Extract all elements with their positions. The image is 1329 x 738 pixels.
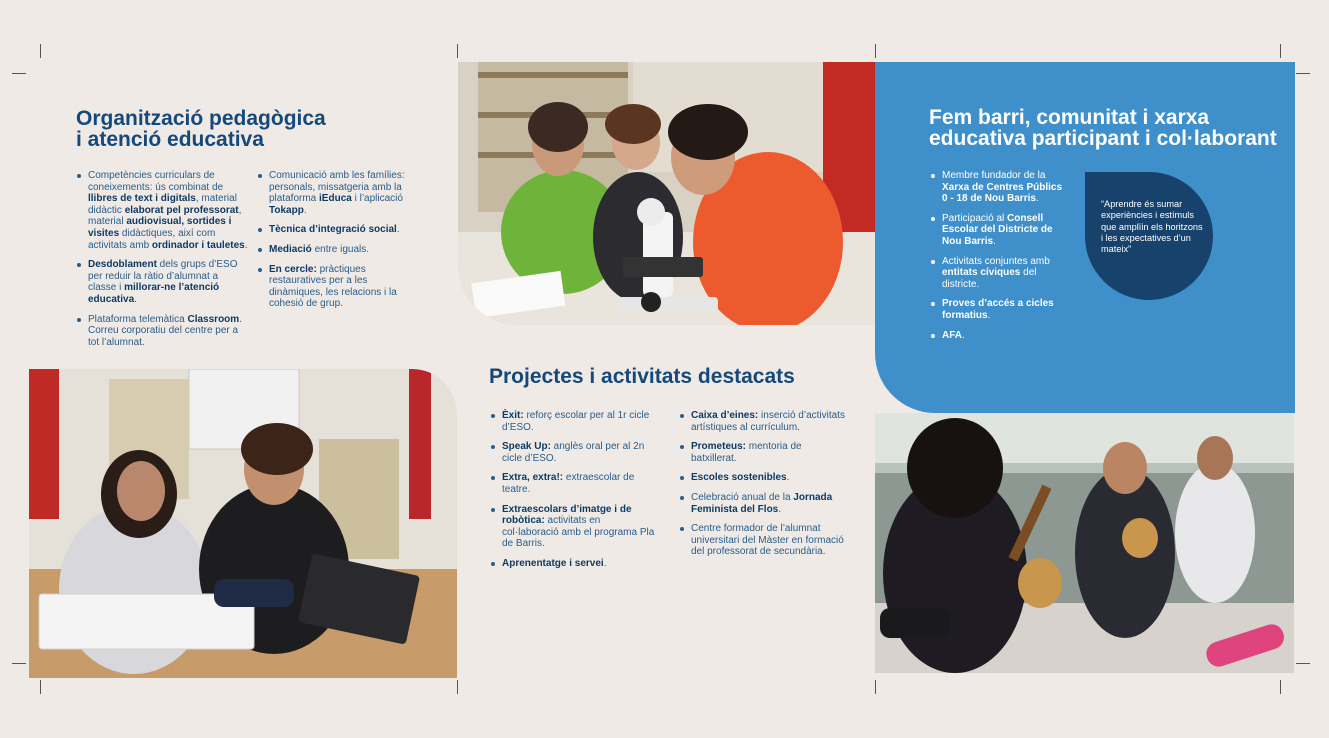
organitzacio-list-col1: [76, 170, 248, 356]
title-line: educativa participant i col·laborant: [929, 127, 1277, 150]
bold-text: Prometeus:: [691, 441, 747, 453]
students-laptop-photo: [29, 369, 457, 678]
list-item: [490, 558, 655, 570]
list-item: [930, 170, 1070, 205]
bold-text: elaborat pel professorat: [124, 204, 239, 216]
bold-text: Tokapp: [269, 204, 304, 216]
list-item: [930, 330, 1070, 342]
list-item: [679, 441, 849, 464]
crop-mark: [1280, 680, 1281, 694]
bold-text: iEduca: [319, 193, 352, 205]
text: pràctiques restauratives per a les dinàmiques, les relacions i la cohesió de grup.: [269, 263, 397, 310]
crop-mark: [12, 663, 26, 664]
bold-text: Caixa d’eines:: [691, 410, 759, 421]
bold-text: Èxit:: [502, 410, 524, 421]
bold-text: millorar-ne l’atenció educativa: [88, 282, 220, 305]
list-item: [76, 314, 248, 349]
list-item: [490, 504, 655, 550]
text: .: [786, 472, 790, 484]
text: .: [244, 239, 248, 251]
bold-text: Mediació: [269, 243, 312, 255]
bold-text: entitats cíviques: [942, 267, 1021, 279]
bold-text: En cercle:: [269, 263, 317, 275]
list-item: [930, 298, 1070, 321]
text: Membre fundador de la: [942, 170, 1046, 181]
bold-text: Proves d’accés a cicles formatius: [942, 298, 1054, 321]
quote-text: “Aprendre és sumar experiències i estímuls que amplïin els horitzons i les expectatives d’un mateix”: [1101, 199, 1203, 255]
ukulele-class-photo: [875, 413, 1294, 673]
bold-text: Escoles sostenibles: [691, 472, 787, 484]
list-item: [76, 259, 248, 305]
community-list: [930, 170, 1070, 349]
crop-mark: [40, 44, 41, 58]
bold-text: Desdoblament: [88, 259, 157, 271]
list-item: [490, 441, 655, 464]
organitzacio-list-col2: [257, 170, 423, 318]
text: extraescolar de teatre.: [502, 472, 635, 495]
section-title-projectes: [489, 366, 795, 387]
text: .: [603, 557, 607, 569]
list-item: [490, 472, 655, 495]
crop-mark: [457, 680, 458, 694]
title-line: Projectes i activitats destacats: [489, 365, 795, 388]
bold-text: Classroom: [187, 313, 240, 325]
list-item: [679, 523, 849, 558]
section-title-fem-barri: [929, 107, 1277, 149]
list-item: [490, 410, 655, 433]
crop-mark: [40, 680, 41, 694]
list-item: [257, 244, 423, 256]
list-item: [679, 472, 849, 484]
bold-text: Aprenentatge i servei: [502, 557, 604, 569]
text: anglès oral per al 2n cicle d’ESO.: [502, 441, 645, 464]
crop-mark: [457, 44, 458, 58]
bold-text: Extra, extra!:: [502, 472, 564, 484]
crop-mark: [1280, 44, 1281, 58]
title-line: Fem barri, comunitat i xarxa: [929, 106, 1210, 129]
bold-text: AFA: [942, 329, 962, 341]
text: .: [993, 235, 996, 247]
text: . Correu corporatiu del centre per a tot l’alumnat.: [88, 313, 242, 348]
text: dels grups d’ESO per reduir la ràtio d’alumnat a classe i: [88, 259, 238, 294]
bold-text: ordinador i tauletes: [151, 239, 245, 251]
crop-mark: [875, 680, 876, 694]
microscope-class-photo: [458, 62, 875, 325]
text: .: [962, 329, 965, 341]
bold-text: Consell Escolar del Districte de Nou Barris: [942, 212, 1053, 247]
text: .: [303, 204, 307, 216]
bold-text: Tècnica d’integració social: [269, 224, 397, 236]
list-item: [257, 170, 423, 216]
list-item: [257, 224, 423, 236]
crop-mark: [875, 44, 876, 58]
text: Celebració anual de la: [691, 491, 794, 503]
bold-text: Xarxa de Centres Públics 0 - 18 de Nou Barris: [942, 181, 1063, 205]
text: .: [987, 309, 991, 321]
text: Competències curriculars de coneixements: ús combinat de: [88, 170, 224, 193]
text: activitats en col·laboració amb el programa Pla de Barris.: [502, 515, 655, 550]
bold-text: Jornada Feminista del Flos: [691, 491, 833, 515]
bold-text: llibres de text i digitals: [88, 193, 196, 205]
list-item: [930, 213, 1070, 248]
text: i l’aplicació: [351, 193, 403, 205]
bold-text: Speak Up:: [502, 441, 551, 453]
crop-mark: [12, 73, 26, 74]
text: didàctiques, així com activitats amb: [88, 227, 216, 251]
text: .: [134, 293, 137, 305]
text: del districte.: [942, 267, 1037, 290]
projectes-list-col2: [679, 410, 849, 566]
text: , material: [88, 204, 242, 228]
title-line: Organització pedagògica: [76, 107, 326, 130]
text: inserció d’activitats artístiques al currículum.: [691, 410, 845, 433]
bold-text: audiovisual, sortides i visites: [88, 216, 232, 239]
projectes-list-col1: [490, 410, 655, 578]
section-title-organitzacio: [76, 108, 326, 150]
text: Activitats conjuntes amb: [942, 255, 1050, 267]
list-item: [257, 264, 423, 310]
text: .: [1035, 193, 1039, 205]
text: Centre formador de l’alumnat universitari del Màster en formació del professorat de secundària.: [691, 523, 844, 558]
list-item: [76, 170, 248, 251]
bold-text: Extraescolars d’imatge i de robòtica:: [502, 503, 632, 527]
text: reforç escolar per al 1r cicle d’ESO.: [502, 410, 650, 433]
list-item: [930, 256, 1070, 291]
text: Participació al: [942, 212, 1008, 224]
crop-mark: [1296, 73, 1310, 74]
text: entre iguals.: [311, 243, 370, 255]
text: Comunicació amb les famílies: personals, missatgeria amb la plataforma: [269, 170, 405, 205]
list-item: [679, 492, 849, 515]
text: .: [396, 224, 400, 236]
text: Plataforma telemàtica: [88, 313, 188, 325]
text: , material didàctic: [88, 193, 237, 216]
title-line: i atenció educativa: [76, 128, 264, 151]
crop-mark: [1296, 663, 1310, 664]
text: .: [778, 503, 782, 515]
list-item: [679, 410, 849, 433]
text: mentoria de batxillerat.: [691, 441, 802, 464]
